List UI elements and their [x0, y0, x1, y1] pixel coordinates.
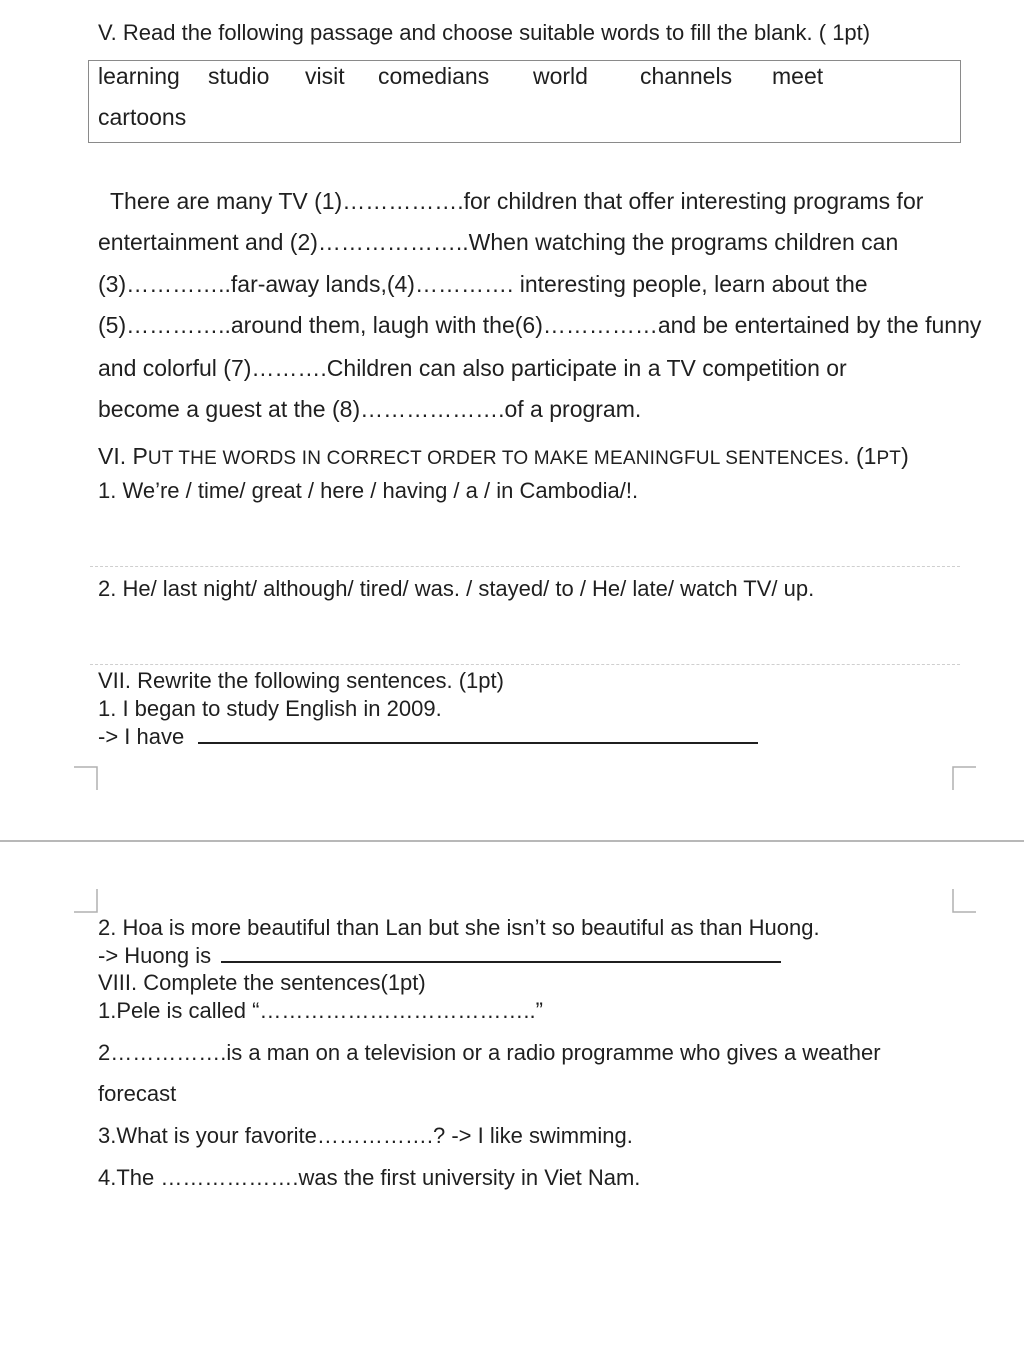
- heading-part: UT THE WORDS IN CORRECT ORDER TO MAKE MEANINGFUL SENTENCES: [147, 448, 844, 469]
- rewrite-question: 2. Hoa is more beautiful than Lan but she isn’t so beautiful as than Huong.: [98, 915, 820, 940]
- page-corner-mark: [74, 889, 98, 913]
- heading-part: PT: [876, 448, 902, 469]
- word-bank-item: learning: [98, 63, 180, 89]
- complete-item: 3.What is your favorite…………….? -> I like swimming.: [98, 1123, 633, 1148]
- answer-prefix: -> Huong is: [98, 943, 212, 968]
- heading-part: . (1: [843, 443, 877, 469]
- rewrite-answer-row: [98, 724, 758, 750]
- page-corner-mark: [952, 889, 976, 913]
- passage-line: become a guest at the (8)……………….of a program.: [98, 396, 642, 422]
- page-corner-mark: [952, 766, 976, 790]
- answer-line[interactable]: [90, 664, 960, 665]
- word-bank-item: comedians: [378, 63, 490, 89]
- rewrite-question: 1. I began to study English in 2009.: [98, 696, 442, 721]
- page-corner-mark: [74, 766, 98, 790]
- answer-prefix: -> I have: [98, 724, 185, 749]
- rewrite-answer-row: [98, 943, 781, 969]
- complete-item: 1.Pele is called “………………………………..”: [98, 998, 543, 1023]
- answer-blank[interactable]: [221, 943, 781, 963]
- section-viii-heading: VIII. Complete the sentences(1pt): [98, 970, 426, 995]
- heading-part: ): [901, 443, 909, 469]
- complete-item: forecast: [98, 1081, 177, 1106]
- passage-line: (5)…………..around them, laugh with the(6)……………and be entertained by the funny: [98, 312, 982, 338]
- word-bank-item: studio: [208, 63, 270, 89]
- word-bank-item: world: [533, 63, 588, 89]
- word-bank-item: channels: [640, 63, 733, 89]
- passage-line: There are many TV (1)…………….for children that offer interesting programs for: [110, 188, 924, 214]
- answer-blank[interactable]: [198, 724, 758, 744]
- word-bank-item: meet: [772, 63, 824, 89]
- section-v-heading: V. Read the following passage and choose suitable words to fill the blank. ( 1pt): [98, 20, 871, 45]
- reorder-item: 1. We’re / time/ great / here / having / a / in Cambodia/!.: [98, 478, 639, 503]
- heading-part: VI. P: [98, 443, 148, 469]
- section-vi-heading: [98, 443, 909, 470]
- complete-item: 4.The ……………….was the first university in Viet Nam.: [98, 1165, 641, 1190]
- page-separator: [0, 840, 1024, 842]
- passage-line: entertainment and (2)………………..When watching the programs children can: [98, 229, 899, 255]
- reorder-item: 2. He/ last night/ although/ tired/ was. / stayed/ to / He/ late/ watch TV/ up.: [98, 576, 815, 601]
- section-vii-heading: VII. Rewrite the following sentences. (1pt): [98, 668, 504, 693]
- passage-line: (3)…………..far-away lands,(4)…………. interesting people, learn about the: [98, 271, 868, 297]
- complete-item: 2…………….is a man on a television or a radio programme who gives a weather: [98, 1040, 881, 1065]
- word-bank-item: cartoons: [98, 104, 187, 130]
- answer-line[interactable]: [90, 566, 960, 567]
- passage-line: and colorful (7)……….Children can also participate in a TV competition or: [98, 355, 847, 381]
- word-bank-item: visit: [305, 63, 345, 89]
